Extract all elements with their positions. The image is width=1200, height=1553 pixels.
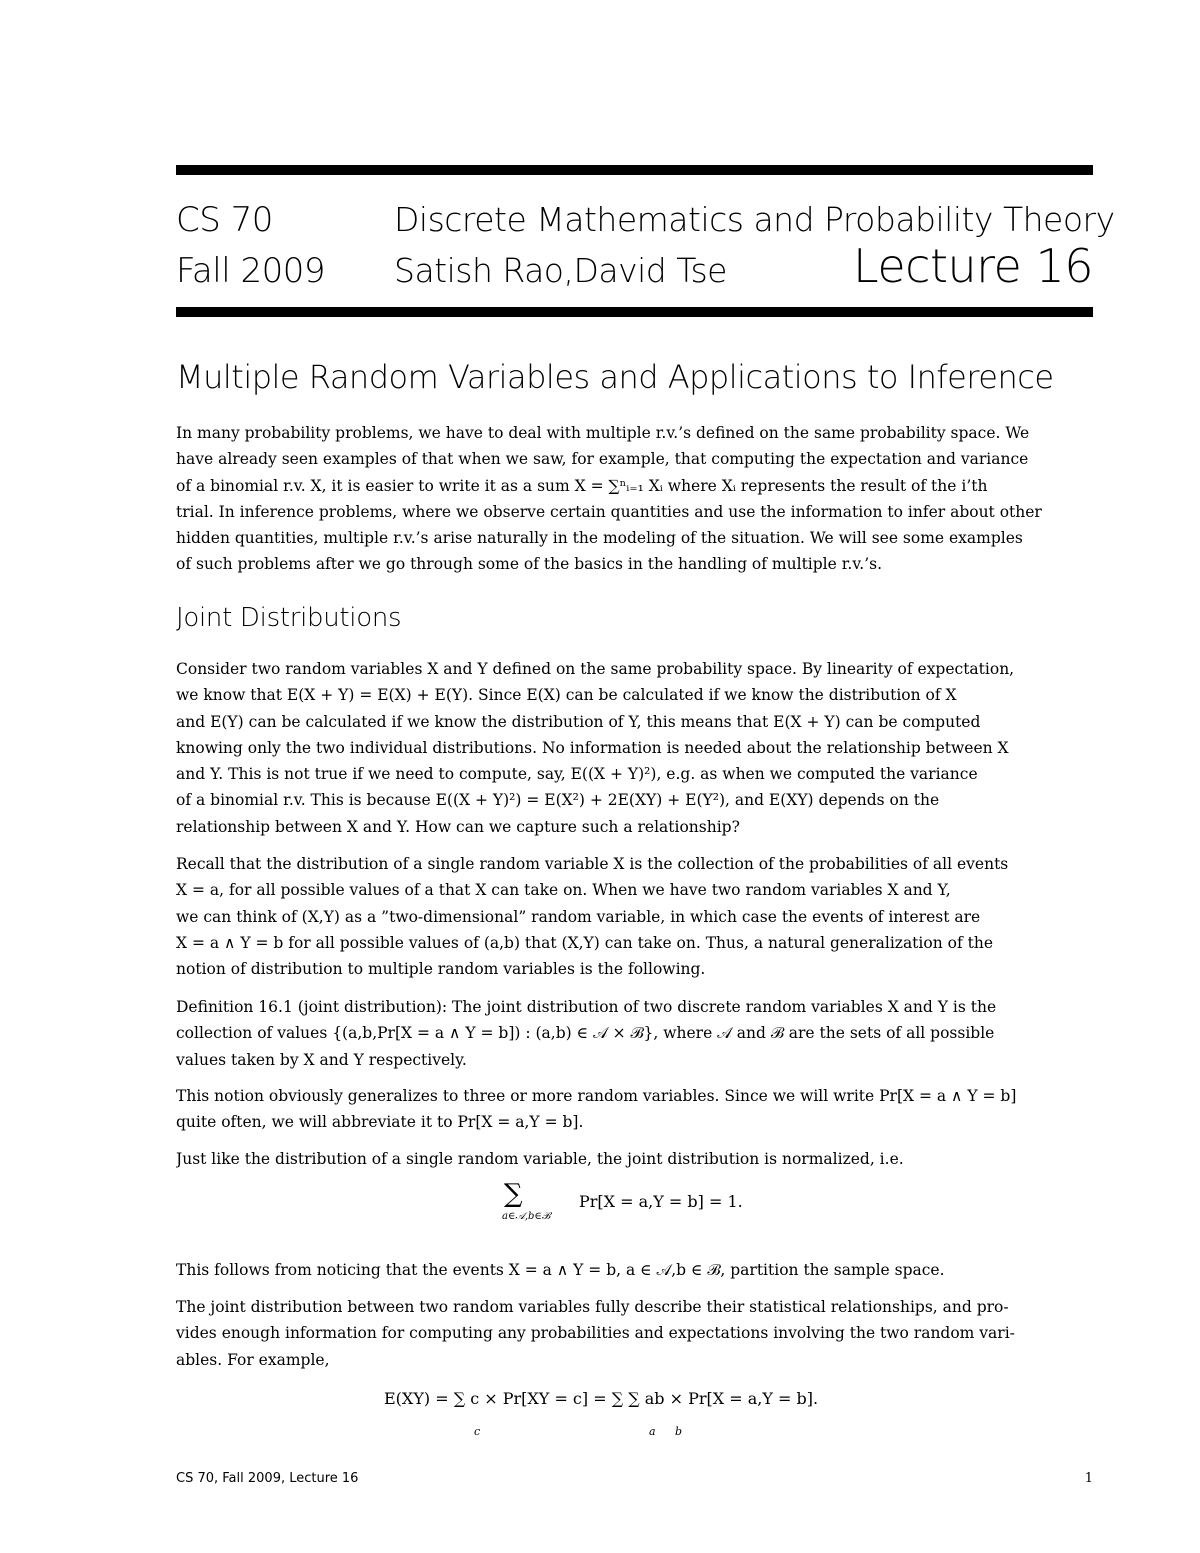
text-line: trial. In inference problems, where we observe certain quantities and use the information to infer about other xyxy=(176,502,1042,521)
course-authors: Satish Rao,David Tse xyxy=(394,251,727,290)
text-line: values taken by X and Y respectively. xyxy=(176,1050,467,1069)
text-line: vides enough information for computing any probabilities and expectations involving the two random vari- xyxy=(176,1324,1015,1343)
text-line: have already seen examples of that when we saw, for example, that computing the expectation and variance xyxy=(176,450,1029,469)
text-line: of a binomial r.v. X, it is easier to write it as a sum X = ∑ⁿᵢ₌₁ Xᵢ where Xᵢ represents the result of the i’th xyxy=(176,476,988,495)
equation-body: E(XY) = ∑ c × Pr[XY = c] = ∑ ∑ ab × Pr[X = a,Y = b]. xyxy=(384,1389,819,1408)
text-line: relationship between X and Y. How can we capture such a relationship? xyxy=(176,817,740,836)
sum-subscript: b xyxy=(675,1425,683,1438)
equation-body: Pr[X = a,Y = b] = 1. xyxy=(579,1192,743,1211)
text-line: This follows from noticing that the events X = a ∧ Y = b, a ∈ 𝒜,b ∈ ℬ, partition the sample space. xyxy=(176,1261,945,1279)
intro-paragraph xyxy=(176,420,1093,578)
sum-subscript: a xyxy=(649,1425,656,1438)
text-line: Consider two random variables X and Y defined on the same probability space. By linearity of expectation, xyxy=(176,660,1015,678)
page-footer xyxy=(176,1471,1093,1486)
text-line: The joint distribution between two random variables fully describe their statistical relationships, and pro- xyxy=(176,1298,1009,1316)
notion-paragraph xyxy=(176,1083,1093,1136)
text-line: hidden quantities, multiple r.v.’s arise naturally in the modeling of the situation. We will see some examples xyxy=(176,529,1023,548)
text-line: ables. For example, xyxy=(176,1350,330,1369)
follows-paragraph xyxy=(176,1257,1093,1283)
text-line: and Y. This is not true if we need to compute, say, E((X + Y)²), e.g. as when we computed the variance xyxy=(176,765,978,784)
page-number: 1 xyxy=(1084,1471,1093,1486)
text-line: we know that E(X + Y) = E(X) + E(Y). Since E(X) can be calculated if we know the distribution of X xyxy=(176,686,957,705)
section-title: Multiple Random Variables and Applications to Inference xyxy=(176,358,1054,396)
subsection-title: Joint Distributions xyxy=(176,603,402,633)
sum-subscript: a∈𝒜,b∈ℬ xyxy=(502,1211,551,1222)
text-line: we can think of (X,Y) as a ”two-dimensional” random variable, in which case the events of interest are xyxy=(176,907,981,926)
header-rule-bottom xyxy=(176,307,1093,317)
lecture-number: Lecture 16 xyxy=(853,239,1093,293)
text-line: This notion obviously generalizes to three or more random variables. Since we will write Pr[X = a ∧ Y = b] xyxy=(176,1087,1017,1105)
course-term: Fall 2009 xyxy=(176,251,325,291)
text-line: Recall that the distribution of a single random variable X is the collection of the probabilities of all events xyxy=(176,855,1009,873)
definition-paragraph xyxy=(176,994,1093,1073)
text-line: Definition 16.1 (joint distribution): The joint distribution of two discrete random variables X and Y is the xyxy=(176,998,997,1016)
text-line: of a binomial r.v. This is because E((X + Y)²) = E(X²) + 2E(XY) + E(Y²), and E(XY) depends on the xyxy=(176,791,940,810)
text-line: and E(Y) can be calculated if we know the distribution of Y, this means that E(X + Y) can be computed xyxy=(176,712,981,731)
sum-subscript: c xyxy=(474,1425,481,1438)
sum-symbol: ∑ xyxy=(504,1179,523,1209)
text-line: X = a ∧ Y = b for all possible values of (a,b) that (X,Y) can take on. Thus, a natural generalization of the xyxy=(176,933,993,952)
text-line: collection of values {(a,b,Pr[X = a ∧ Y = b]) : (a,b) ∈ 𝒜 × ℬ}, where 𝒜 and ℬ are the sets of all possible xyxy=(176,1024,995,1043)
text-line: quite often, we will abbreviate it to Pr[X = a,Y = b]. xyxy=(176,1113,584,1132)
text-line: of such problems after we go through some of the basics in the handling of multiple r.v.’s. xyxy=(176,555,883,574)
equation-expectation xyxy=(384,1389,819,1438)
course-title: Discrete Mathematics and Probability Theory xyxy=(394,200,1115,239)
text-line: Just like the distribution of a single random variable, the joint distribution is normalized, i.e. xyxy=(176,1150,904,1168)
joint-desc-paragraph xyxy=(176,1294,1093,1373)
normalized-paragraph xyxy=(176,1146,1093,1172)
joint-paragraph xyxy=(176,656,1093,840)
text-line: notion of distribution to multiple random variables is the following. xyxy=(176,960,706,979)
text-line: knowing only the two individual distributions. No information is needed about the relationship between X xyxy=(176,738,1009,757)
recall-paragraph xyxy=(176,851,1093,982)
footer-label: CS 70, Fall 2009, Lecture 16 xyxy=(176,1471,359,1486)
course-code: CS 70 xyxy=(176,200,273,240)
header-rule-top xyxy=(176,165,1093,175)
text-line: In many probability problems, we have to deal with multiple r.v.’s defined on the same probability space. We xyxy=(176,424,1030,442)
text-line: X = a, for all possible values of a that X can take on. When we have two random variables X and Y, xyxy=(176,881,951,900)
